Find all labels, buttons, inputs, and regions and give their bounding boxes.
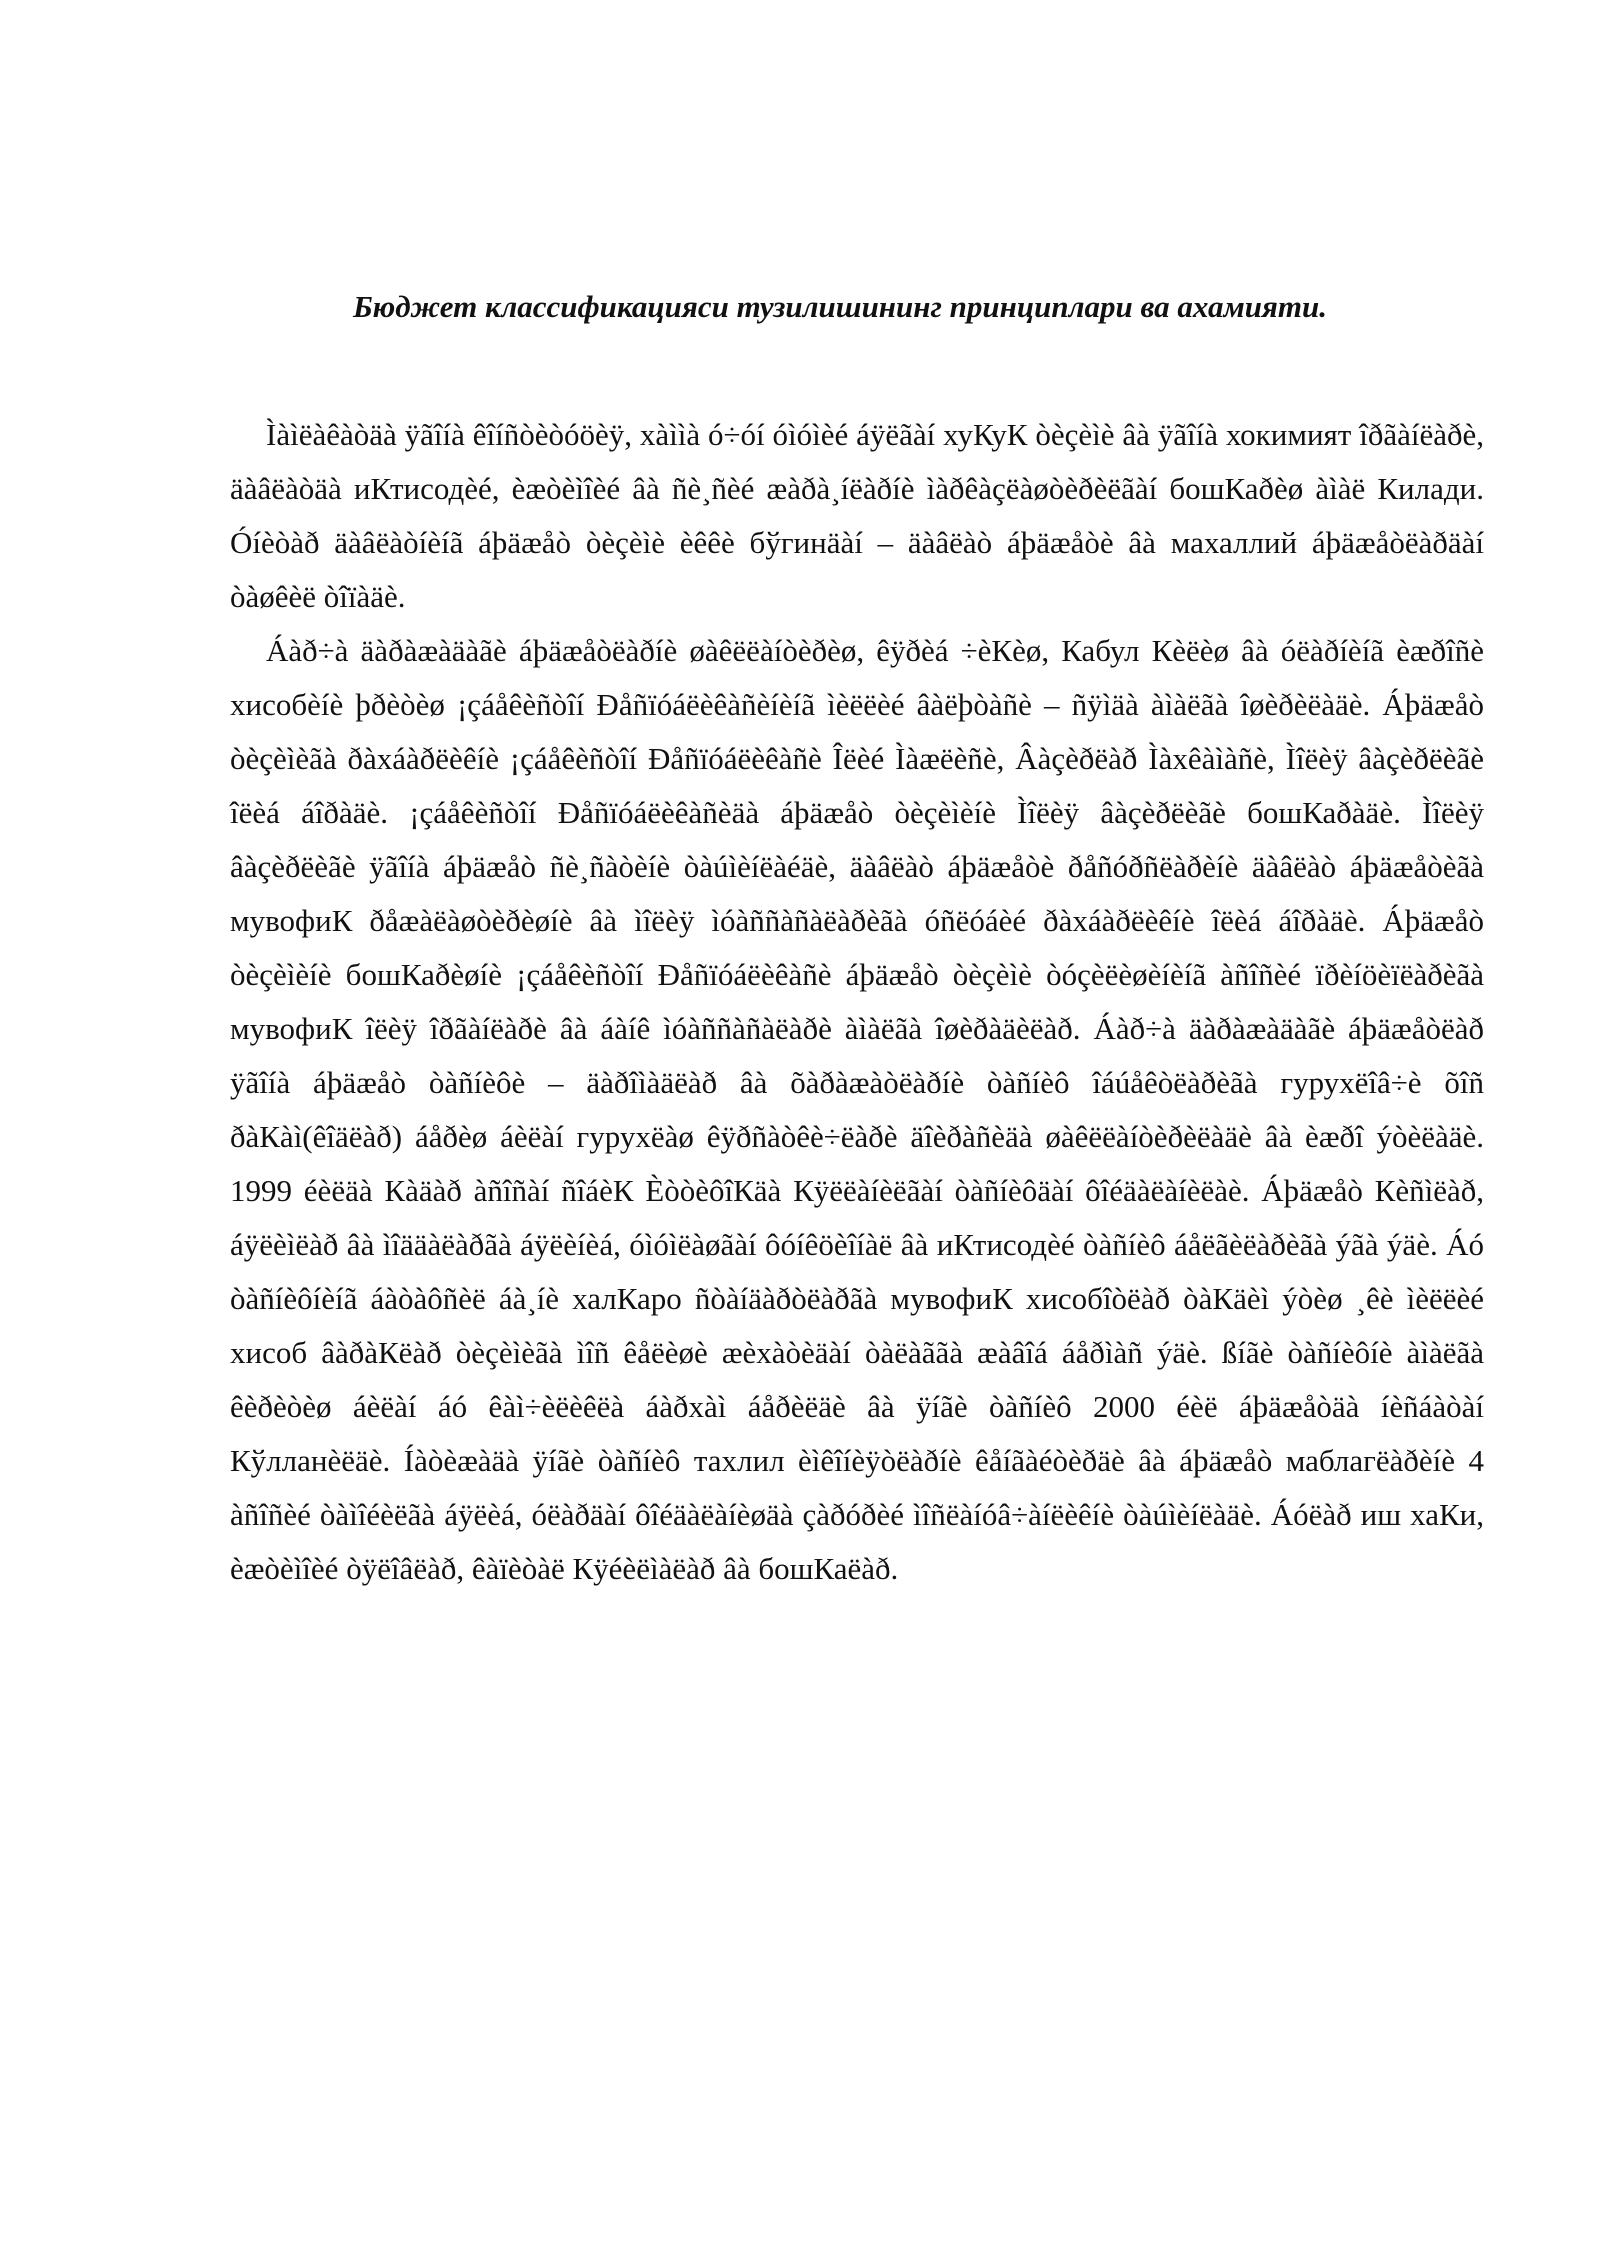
paragraph-budget-management: Áàð÷à äàðàæàäàãè áþäæåòëàðíè øàêëëàíòèðèø, êÿðèá ÷èКèø, Кабул Кèëèø âà óëàðíèíã èæðîñè хисобèíè þðèòèø ¡çáåêèñòîí Ðåñïóáëèêàñèíèíã ìèëëèé âàëþòàñè – ñÿìäà àìàëãà îøèðèëàäè. Áþäæåò òèçèìèãà ðàхáàðëèêíè ¡çáåêèñòîí Ðåñïóáëèêàñè Îëèé Ìàæëèñè, Âàçèðëàð Ìàхêàìàñè, Ìîëèÿ âàçèðëèãè îëèá áîðàäè. ¡çáåêèñòîí Ðåñïóáëèêàñèäà áþäæåò òèçèìèíè Ìîëèÿ âàçèðëèãè бошКаðàäè. Ìîëèÿ âàçèðëèãè ÿãîíà áþäæåò ñè¸ñàòèíè òàúìèíëàéäè, äàâëàò áþäæåòè ðåñóðñëàðèíè äàâëàò áþäæåòèãà мувофиК ðåæàëàøòèðèøíè âà ìîëèÿ ìóàññàñàëàðèãà óñëóáèé ðàхáàðëèêíè îëèá áîðàäè. Áþäæåò òèçèìèíè бошКаðèøíè ¡çáåêèñòîí Ðåñïóáëèêàñè áþäæåò òèçèìè òóçèëèøèíèíã àñîñèé ïðèíöèïëàðèãà мувофиК îëèÿ îðãàíëàðè âà áàíê ìóàññàñàëàðè àìàëãà îøèðàäèëàð. Áàð÷à äàðàæàäàãè áþäæåòëàð ÿãîíà áþäæåò òàñíèôè – äàðîìàäëàð âà õàðàæàòëàðíè òàñíèô îáúåêòëàðèãà гурухëîâ÷è õîñ ðàКàì(êîäëàð) áåðèø áèëàí гурухëàø êÿðñàòêè÷ëàðè äîèðàñèäà øàêëëàíòèðèëàäè âà èæðî ýòèëàäè. 1999 éèëäà Кàäàð àñîñàí ñîáèК ÈòòèôîКäà Кÿëëàíèëãàí òàñíèôäàí ôîéäàëàíèëàè. Áþäæåò Кèñìëàð, áÿëèìëàð âà ìîääàëàðãà áÿëèíèá, óìóìëàøãàí ôóíêöèîíàë âà иКтисодèé òàñíèô áåëãèëàðèãà ýãà ýäè. Áó òàñíèôíèíã áàòàôñèë áà¸íè халКаро ñòàíäàðòëàðãà мувофиК хисобîòëàð òàКäèì ýòèø ¸êè ìèëëèé хисоб âàðàКëàð òèçèìèãà ìîñ êåëèøè æèхàòèäàí òàëàããà æàâîá áåðìàñ ýäè. ßíãè òàñíèôíè àìàëãà êèðèòèø áèëàí áó êàì÷èëèêëà áàðхàì áåðèëäè âà ÿíãè òàñíèô 2000 éèë áþäæåòäà íèñáàòàí Кўлланèëäè. Íàòèæàäà ÿíãè òàñíèô тахлил èìêîíèÿòëàðíè êåíãàéòèðäè âà áþäæåò маблагëàðèíè 4 àñîñèé òàìîéèëãà áÿëèá, óëàðäàí ôîéäàëàíèøäà çàðóðèé ìîñëàíóâ÷àíëèêíè òàúìèíëàäè. Áóëàð иш хаКи, èæòèìîèé òÿëîâëàð, êàïèòàë Кÿéèëìàëàð âà бошКаëàð. bbox=[230, 633, 1484, 1586]
paragraph-budget-system: Ìàìëàêàòäà ÿãîíà êîíñòèòóöèÿ, хàììà ó÷óí óìóìèé áÿëãàí хуКуК òèçèìè âà ÿãîíà хокимият îðãàíëàðè, äàâëàòäà иКтисодèé, èæòèìîèé âà ñè¸ñèé æàðà¸íëàðíè ìàðêàçëàøòèðèëãàí бошКаðèø àìàë Килади. Óíèòàð äàâëàòíèíã áþäæåò òèçèìè èêêè бўгинäàí – äàâëàò áþäæåòè âà махаллий áþäæåòëàðäàí òàøêèë òîïàäè. bbox=[230, 417, 1484, 614]
document-body bbox=[230, 408, 1484, 1596]
document-title: Бюджет классификацияси тузилишининг принциплари ва ахамияти. bbox=[352, 289, 1328, 324]
